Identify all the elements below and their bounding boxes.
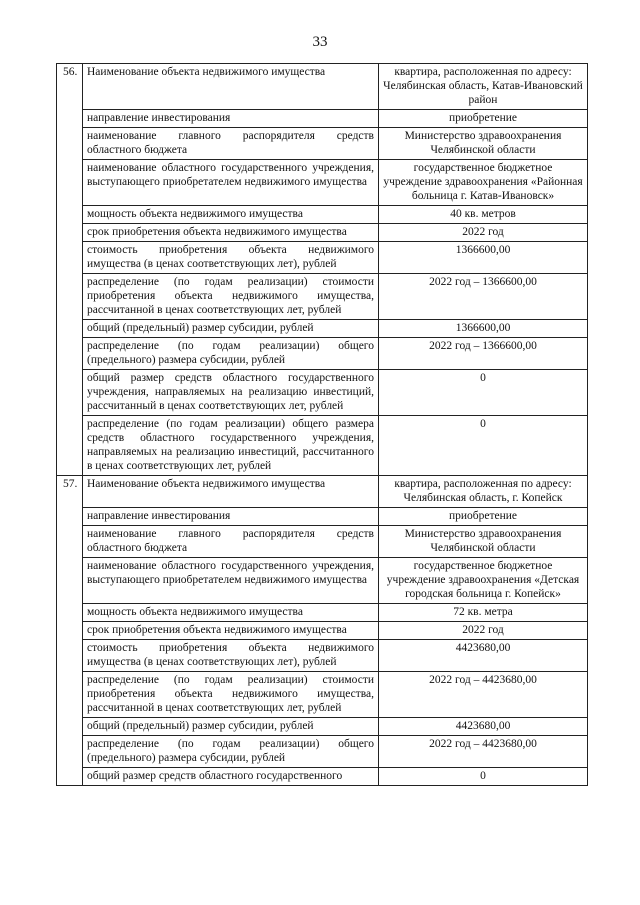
table-row [57,640,588,672]
table-row [57,604,588,622]
table-row [57,558,588,604]
table-row [57,718,588,736]
entry-number: 57. [57,476,83,786]
row-value: Министерство здравоохранения Челябинской области [379,128,588,160]
row-label: распределение (по годам реализации) общего размера средств областного государственного учреждения, направляемых на реализацию инвестиций, рассчитанного в ценах соответствующих лет, рублей [83,416,379,476]
row-label: срок приобретения объекта недвижимого имущества [83,224,379,242]
table-row [57,736,588,768]
row-label: наименование областного государственного учреждения, выступающего приобретателем недвижимого имущества [83,160,379,206]
row-label: распределение (по годам реализации) стоимости приобретения объекта недвижимого имущества, рассчитанной в ценах соответствующих лет, рублей [83,672,379,718]
row-value: 40 кв. метров [379,206,588,224]
row-label: срок приобретения объекта недвижимого имущества [83,622,379,640]
row-label: наименование главного распорядителя средств областного бюджета [83,526,379,558]
row-value: 2022 год – 4423680,00 [379,736,588,768]
table-row [57,338,588,370]
row-value: 72 кв. метра [379,604,588,622]
row-value: приобретение [379,110,588,128]
row-value: 2022 год – 4423680,00 [379,672,588,718]
row-label: распределение (по годам реализации) общего (предельного) размера субсидии, рублей [83,736,379,768]
table-row [57,508,588,526]
row-label: мощность объекта недвижимого имущества [83,604,379,622]
row-value: 4423680,00 [379,640,588,672]
table-row [57,64,588,110]
table-body [57,64,588,786]
row-label: распределение (по годам реализации) общего (предельного) размера субсидии, рублей [83,338,379,370]
row-label: общий размер средств областного государственного [83,768,379,786]
row-value: государственное бюджетное учреждение здравоохранения «Районная больница г. Катав-Ивановск» [379,160,588,206]
row-value: 1366600,00 [379,320,588,338]
row-label: общий (предельный) размер субсидии, рублей [83,718,379,736]
row-value: 1366600,00 [379,242,588,274]
table-row [57,476,588,508]
row-value: квартира, расположенная по адресу: Челябинская область, г. Копейск [379,476,588,508]
row-label: Наименование объекта недвижимого имущества [83,476,379,508]
row-value: 4423680,00 [379,718,588,736]
entry-number: 56. [57,64,83,476]
table-row [57,224,588,242]
row-value: 2022 год [379,224,588,242]
row-value: 0 [379,768,588,786]
table-row [57,242,588,274]
row-label: наименование главного распорядителя средств областного бюджета [83,128,379,160]
table-row [57,622,588,640]
row-label: мощность объекта недвижимого имущества [83,206,379,224]
row-value: Министерство здравоохранения Челябинской области [379,526,588,558]
row-value: государственное бюджетное учреждение здравоохранения «Детская городская больница г. Копейск» [379,558,588,604]
table-row [57,526,588,558]
row-value: 2022 год – 1366600,00 [379,274,588,320]
row-label: стоимость приобретения объекта недвижимого имущества (в ценах соответствующих лет), рублей [83,640,379,672]
row-label: распределение (по годам реализации) стоимости приобретения объекта недвижимого имущества, рассчитанной в ценах соответствующих лет, рублей [83,274,379,320]
row-label: направление инвестирования [83,508,379,526]
row-label: Наименование объекта недвижимого имущества [83,64,379,110]
row-value: 2022 год – 1366600,00 [379,338,588,370]
table-row [57,160,588,206]
row-label: наименование областного государственного учреждения, выступающего приобретателем недвижимого имущества [83,558,379,604]
row-label: стоимость приобретения объекта недвижимого имущества (в ценах соответствующих лет), рублей [83,242,379,274]
table-row [57,274,588,320]
table-row [57,320,588,338]
row-label: общий размер средств областного государственного учреждения, направляемых на реализацию инвестиций, рассчитанный в ценах соответствующих лет, рублей [83,370,379,416]
table-row [57,768,588,786]
table-row [57,672,588,718]
row-label: направление инвестирования [83,110,379,128]
table-row [57,128,588,160]
table-row [57,206,588,224]
table-row [57,416,588,476]
table-row [57,110,588,128]
page-number: 33 [312,34,328,50]
row-value: квартира, расположенная по адресу: Челябинская область, Катав-Ивановский район [379,64,588,110]
row-value: 0 [379,416,588,476]
row-value: 2022 год [379,622,588,640]
row-label: общий (предельный) размер субсидии, рублей [83,320,379,338]
row-value: 0 [379,370,588,416]
investment-objects-table [56,63,588,786]
row-value: приобретение [379,508,588,526]
table-row [57,370,588,416]
